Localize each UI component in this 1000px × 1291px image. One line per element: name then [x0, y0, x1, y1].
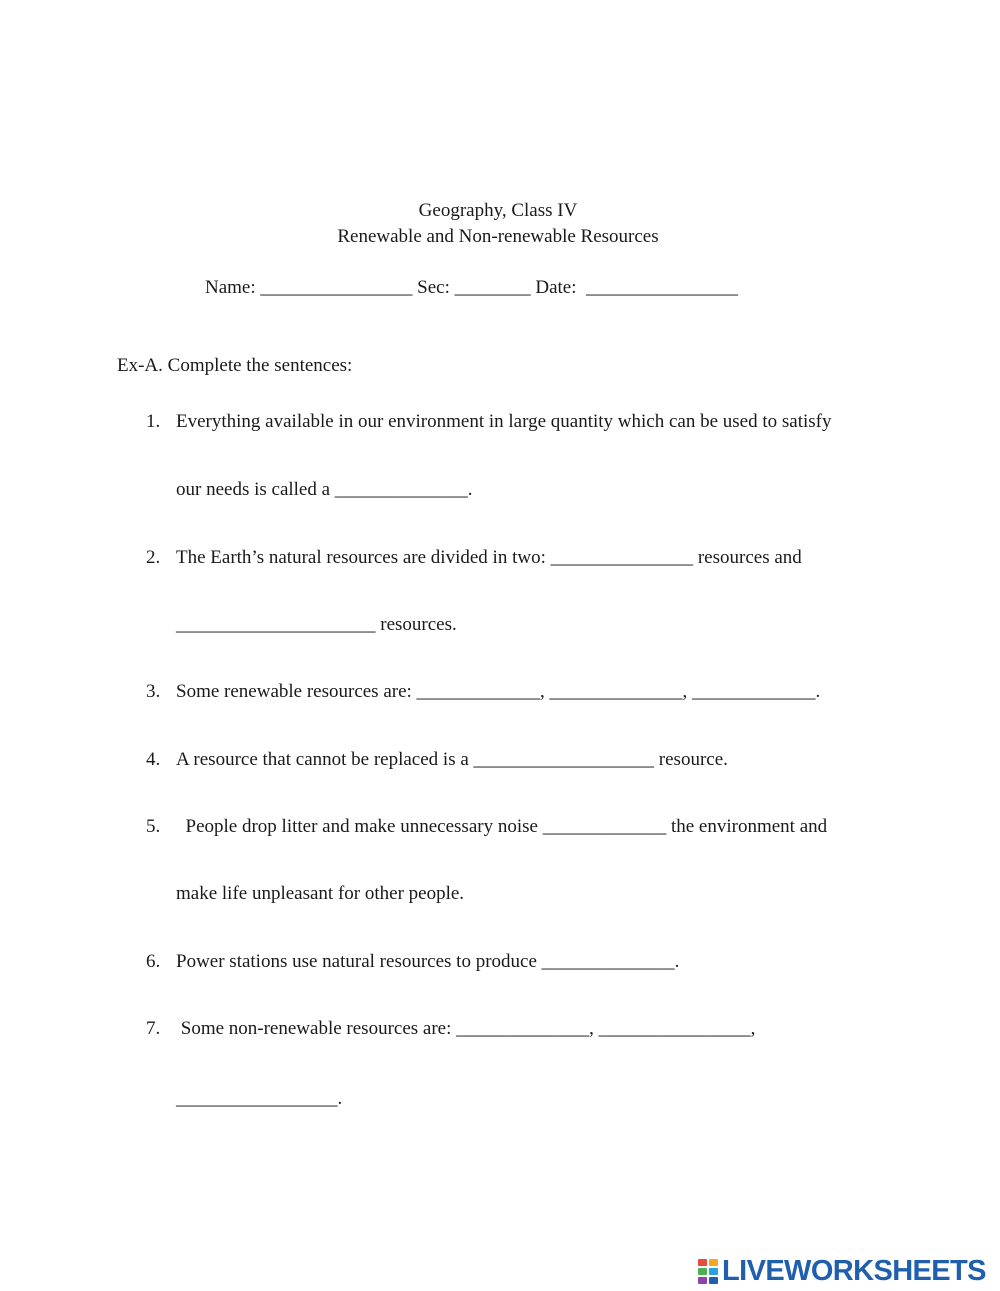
worksheet-title: Geography, Class IV [418, 200, 578, 221]
question-text-line: Everything available in our environment in large quantity which can be used to satisfy [176, 411, 832, 432]
student-info-fields: Name: ________________ Sec: ________ Date: ________________ [205, 277, 739, 298]
liveworksheets-logo-icon [698, 1259, 719, 1284]
question-number: 4. [146, 749, 161, 770]
liveworksheets-logo [698, 1256, 986, 1286]
question-text-line: A resource that cannot be replaced is a ___________________ resource. [176, 749, 728, 770]
question-number: 5. [146, 816, 161, 837]
logo-text: LIVEWORKSHEETS [722, 1255, 986, 1287]
question-number: 7. [146, 1018, 161, 1039]
question-number: 2. [146, 547, 161, 568]
question-text-line: People drop litter and make unnecessary noise _____________ the environment and [176, 816, 828, 837]
question-text-line: our needs is called a ______________. [176, 479, 473, 500]
question-text-line: _____________________ resources. [176, 614, 457, 635]
question-number: 6. [146, 951, 161, 972]
question-text-line: make life unpleasant for other people. [176, 883, 465, 904]
question-text-line: Power stations use natural resources to produce ______________. [176, 951, 680, 972]
worksheet-subtitle: Renewable and Non-renewable Resources [337, 226, 659, 247]
question-text-line: Some renewable resources are: _____________, ______________, _____________. [176, 681, 821, 702]
question-text-line: The Earth’s natural resources are divided in two: _______________ resources and [176, 547, 802, 568]
section-heading: Ex-A. Complete the sentences: [117, 355, 353, 376]
question-number: 3. [146, 681, 161, 702]
question-text-line: _________________. [176, 1088, 343, 1109]
question-text-line: Some non-renewable resources are: ______________, ________________, [176, 1018, 756, 1039]
question-number: 1. [146, 411, 161, 432]
